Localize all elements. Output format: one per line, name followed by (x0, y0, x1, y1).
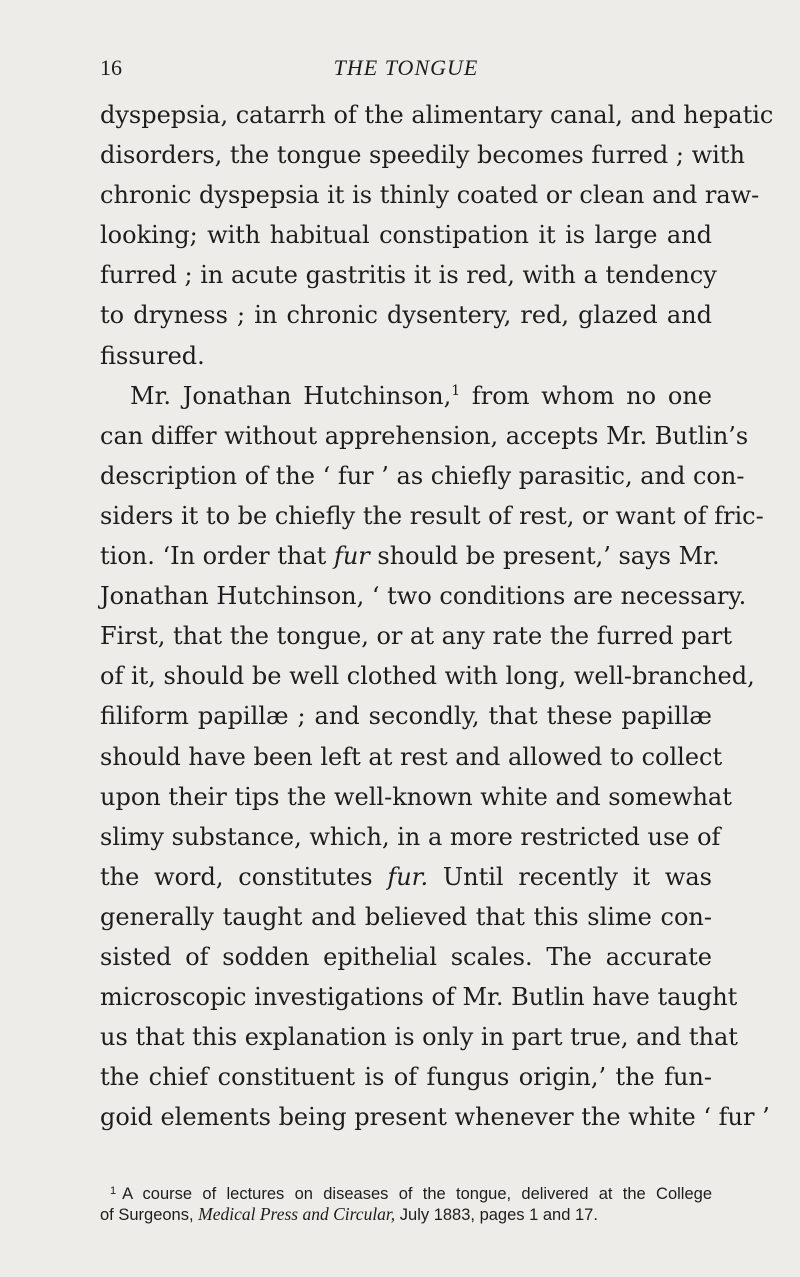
text-line: generally taught and believed that this slime con- (100, 902, 712, 931)
footnote-marker: 1 (110, 1185, 117, 1197)
text-line: the chief constituent is of fungus origin,’ the fun- (100, 1063, 712, 1092)
text-run: A course of lectures on diseases of the tongue, delivered at the College (122, 1185, 712, 1203)
page-header (100, 55, 712, 85)
text-line: sisted of sodden epithelial scales. The accurate (100, 942, 712, 971)
text-line: filiform papillæ ; and secondly, that these papillæ (100, 702, 712, 731)
italic-text: fur (333, 542, 370, 571)
text-line (100, 376, 712, 416)
text-run: July 1883, pages 1 and 17. (395, 1206, 598, 1224)
text-run: the word, constitutes (100, 862, 388, 891)
italic-text: Medical Press and Circular, (198, 1204, 396, 1224)
body-text (100, 95, 774, 1137)
page-number: 16 (100, 55, 122, 80)
text-line: upon their tips the well-known white and somewhat (100, 782, 732, 811)
footnote-reference: 1 (451, 382, 461, 399)
italic-text: fur. (387, 862, 429, 891)
text-run: should be present,’ says Mr. (369, 542, 720, 571)
text-run: from whom no one (460, 381, 712, 410)
text-line: Jonathan Hutchinson, ‘ two conditions are necessary. (100, 582, 747, 611)
text-line: us that this explanation is only in part true, and that (100, 1023, 738, 1052)
text-line: slimy substance, which, in a more restricted use of (100, 822, 721, 851)
text-run: of Surgeons, (100, 1206, 199, 1224)
text-line: of it, should be well clothed with long, well-branched, (100, 662, 755, 691)
text-line: First, that the tongue, or at any rate the furred part (100, 622, 733, 651)
text-run: Mr. Jonathan Hutchinson, (130, 381, 452, 410)
footnote (100, 1180, 712, 1226)
footnote-line (100, 1203, 712, 1226)
text-line: looking; with habitual constipation it is large and (100, 221, 712, 250)
text-line: siders it to be chiefly the result of rest, or want of fric- (100, 501, 764, 530)
text-line: fissured. (100, 341, 205, 370)
text-line (100, 857, 712, 897)
text-run: Until recently it was (428, 862, 713, 891)
text-line: microscopic investigations of Mr. Butlin have taught (100, 983, 738, 1012)
text-line: to dryness ; in chronic dysentery, red, glazed and (100, 301, 712, 330)
text-line: can differ without apprehension, accepts Mr. Butlin’s (100, 421, 749, 450)
text-line: description of the ‘ fur ’ as chiefly parasitic, and con- (100, 461, 745, 490)
text-line: goid elements being present whenever the white ‘ fur ’ (100, 1103, 770, 1132)
text-line: should have been left at rest and allowed to collect (100, 742, 723, 771)
text-line: chronic dyspepsia it is thinly coated or clean and raw- (100, 181, 760, 210)
text-line: furred ; in acute gastritis it is red, with a tendency (100, 261, 717, 290)
text-line: disorders, the tongue speedily becomes furred ; with (100, 141, 745, 170)
footnote-line (100, 1180, 712, 1203)
text-run: tion. ‘In order that (100, 542, 334, 571)
text-line (100, 536, 720, 576)
text-line: dyspepsia, catarrh of the alimentary canal, and hepatic (100, 101, 774, 129)
running-title: THE TONGUE (333, 55, 479, 80)
